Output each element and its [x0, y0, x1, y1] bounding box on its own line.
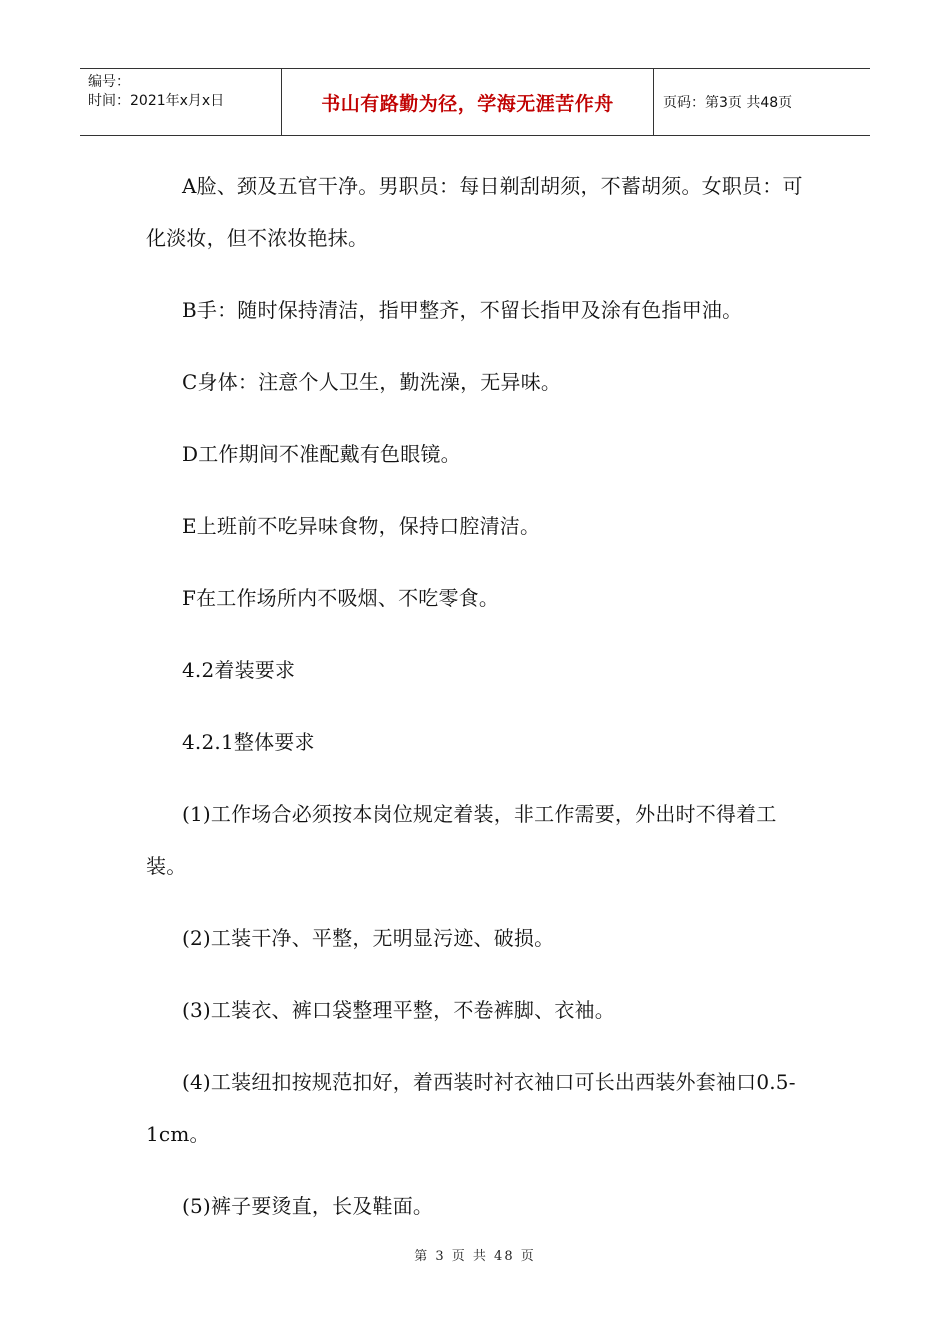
page-footer: 第 3 页 共 48 页: [414, 1249, 536, 1264]
paragraph-d: D工作期间不准配戴有色眼镜。: [182, 442, 461, 466]
header-meta: [80, 69, 282, 135]
header-number: 编号：: [88, 74, 130, 90]
page-header: [80, 68, 870, 136]
list-item-5: (5)裤子要烫直，长及鞋面。: [182, 1194, 434, 1218]
paragraph-c: C身体：注意个人卫生，勤洗澡，无异味。: [182, 370, 562, 394]
list-item-3: (3)工装衣、裤口袋整理平整，不卷裤脚、衣袖。: [182, 998, 615, 1022]
list-item-4: (4)工装纽扣按规范扣好，着西装时衬衣袖口可长出西装外套袖口0.5-1cm。: [146, 1070, 796, 1146]
list-item-1: (1)工作场合必须按本岗位规定着装，非工作需要，外出时不得着工装。: [146, 802, 777, 878]
header-page-info: 页码：第3页 共48页: [663, 95, 793, 111]
paragraph-e: E上班前不吃异味食物，保持口腔清洁。: [182, 514, 541, 538]
header-motto-cell: [282, 69, 654, 135]
header-time: 时间：2021年x月x日: [88, 93, 225, 109]
paragraph-b: B手：随时保持清洁，指甲整齐，不留长指甲及涂有色指甲油。: [182, 298, 743, 322]
section-heading-4-2-1: 4.2.1整体要求: [182, 730, 315, 754]
list-item-2: (2)工装干净、平整，无明显污迹、破损。: [182, 926, 555, 950]
header-motto: 书山有路勤为径，学海无涯苦作舟: [321, 92, 614, 115]
paragraph-a: A脸、颈及五官干净。男职员：每日剃刮胡须，不蓄胡须。女职员：可化淡妆，但不浓妆艳抹。: [146, 174, 803, 250]
paragraph-f: F在工作场所内不吸烟、不吃零食。: [182, 586, 500, 610]
section-heading-4-2: 4.2着装要求: [182, 658, 296, 682]
document-body: [146, 160, 806, 1252]
